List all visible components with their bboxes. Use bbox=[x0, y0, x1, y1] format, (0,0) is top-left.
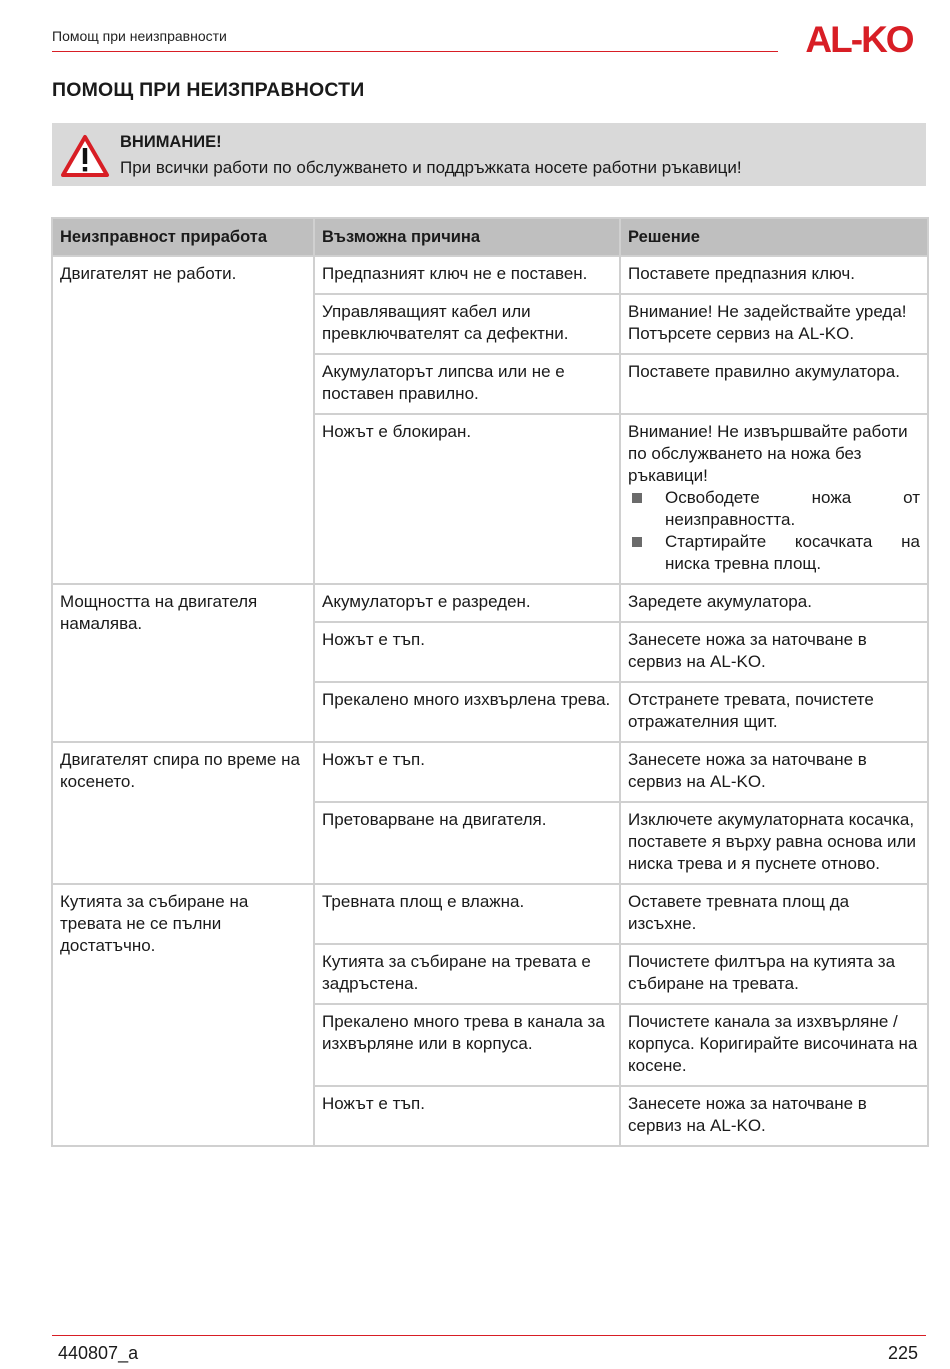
svg-text:AL-KO: AL-KO bbox=[805, 20, 913, 56]
fault-cell: Двигателят не работи. bbox=[52, 256, 314, 584]
solution-steps bbox=[628, 487, 920, 575]
cause-cell: Управляващият кабел или превключвателят са дефектни. bbox=[314, 294, 620, 354]
cause-cell: Ножът е тъп. bbox=[314, 1086, 620, 1146]
solution-step: Освободете ножа от неизправността. bbox=[628, 487, 920, 531]
warning-triangle-icon bbox=[60, 134, 110, 178]
alko-logo bbox=[788, 20, 930, 56]
solution-text: Внимание! Не извършвайте работи по обслужването на ножа без ръкавици! bbox=[628, 422, 908, 485]
solution-cell: Занесете ножа за наточване в сервиз на AL-KO. bbox=[620, 622, 928, 682]
table-row bbox=[52, 256, 928, 294]
cause-cell: Кутията за събиране на тревата е задръстена. bbox=[314, 944, 620, 1004]
cause-cell: Ножът е тъп. bbox=[314, 742, 620, 802]
column-header-cause: Възможна причина bbox=[314, 218, 620, 256]
warning-title: ВНИМАНИЕ! bbox=[120, 133, 222, 151]
table-row bbox=[52, 884, 928, 944]
table-header-row bbox=[52, 218, 928, 256]
table-row bbox=[52, 742, 928, 802]
solution-cell: Поставете правилно акумулатора. bbox=[620, 354, 928, 414]
cause-cell: Акумулаторът е разреден. bbox=[314, 584, 620, 622]
cause-cell: Ножът е тъп. bbox=[314, 622, 620, 682]
column-header-solution: Решение bbox=[620, 218, 928, 256]
footer-rule bbox=[52, 1335, 926, 1336]
footer-doc-code: 440807_a bbox=[58, 1343, 139, 1363]
table-row bbox=[52, 584, 928, 622]
solution-cell: Оставете тревната площ да изсъхне. bbox=[620, 884, 928, 944]
cause-cell: Предпазният ключ не е поставен. bbox=[314, 256, 620, 294]
solution-cell: Заредете акумулатора. bbox=[620, 584, 928, 622]
cause-cell: Прекалено много трева в канала за изхвърляне или в корпуса. bbox=[314, 1004, 620, 1086]
warning-text: При всички работи по обслужването и поддръжката носете работни ръкавици! bbox=[120, 158, 742, 177]
column-header-fault: Неизправност приработа bbox=[52, 218, 314, 256]
solution-cell: Внимание! Не задействайте уреда! Потърсете сервиз на AL-KO. bbox=[620, 294, 928, 354]
fault-cell: Мощността на двигателя намалява. bbox=[52, 584, 314, 742]
solution-cell: Отстранете тревата, почистете отражателния щит. bbox=[620, 682, 928, 742]
troubleshooting-table bbox=[51, 217, 929, 1147]
cause-cell: Тревната площ е влажна. bbox=[314, 884, 620, 944]
solution-cell: Поставете предпазния ключ. bbox=[620, 256, 928, 294]
warning-box bbox=[52, 123, 926, 186]
solution-cell: Изключете акумулаторната косачка, поставете я върху равна основа или ниска трева и я пуснете отново. bbox=[620, 802, 928, 884]
fault-cell: Двигателят спира по време на косенето. bbox=[52, 742, 314, 884]
solution-cell bbox=[620, 414, 928, 584]
footer-page-number: 225 bbox=[887, 1343, 918, 1363]
fault-cell: Кутията за събиране на тревата не се пълни достатъчно. bbox=[52, 884, 314, 1146]
cause-cell: Прекалено много изхвърлена трева. bbox=[314, 682, 620, 742]
header-section-title: Помощ при неизправности bbox=[52, 28, 227, 44]
solution-cell: Почистете филтъра на кутията за събиране на тревата. bbox=[620, 944, 928, 1004]
cause-cell: Акумулаторът липсва или не е поставен правилно. bbox=[314, 354, 620, 414]
solution-cell: Занесете ножа за наточване в сервиз на AL-KO. bbox=[620, 1086, 928, 1146]
solution-cell: Почистете канала за изхвърляне / корпуса. Коригирайте височината на косене. bbox=[620, 1004, 928, 1086]
cause-cell: Ножът е блокиран. bbox=[314, 414, 620, 584]
solution-cell: Занесете ножа за наточване в сервиз на AL-KO. bbox=[620, 742, 928, 802]
cause-cell: Претоварване на двигателя. bbox=[314, 802, 620, 884]
page-title: ПОМОЩ ПРИ НЕИЗПРАВНОСТИ bbox=[52, 79, 365, 101]
header-rule bbox=[52, 51, 778, 52]
solution-step: Стартирайте косачката на ниска тревна площ. bbox=[628, 531, 920, 575]
